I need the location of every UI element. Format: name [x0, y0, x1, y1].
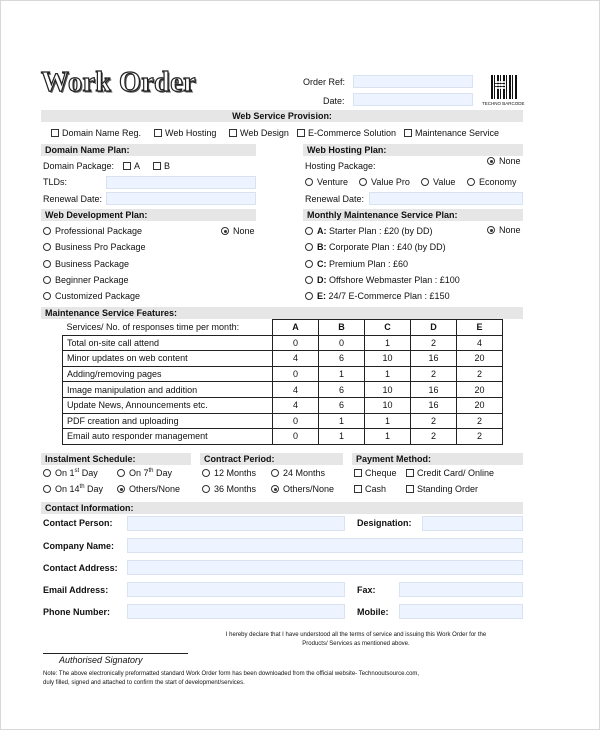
- feature-value-cell: 20: [457, 397, 503, 413]
- radio-selected-icon[interactable]: [271, 485, 279, 493]
- radio-icon[interactable]: [43, 260, 51, 268]
- maint-option-c[interactable]: C: Premium Plan : £60: [305, 259, 408, 269]
- mobile-input[interactable]: [399, 604, 523, 619]
- checkbox-icon[interactable]: [229, 129, 237, 137]
- hosting-option-value[interactable]: Value: [421, 177, 455, 187]
- feature-value-cell: 4: [273, 382, 319, 398]
- instalment-option-others[interactable]: Others/None: [117, 484, 180, 494]
- table-row: [63, 397, 503, 413]
- maintenance-plan-header: Monthly Maintenance Service Plan:: [303, 209, 523, 221]
- dev-option-customized[interactable]: Customized Package: [43, 291, 140, 301]
- date-label: Date:: [323, 96, 345, 106]
- table-row: [63, 429, 503, 445]
- radio-icon[interactable]: [305, 292, 313, 300]
- email-address-label: Email Address:: [43, 585, 109, 595]
- radio-icon[interactable]: [421, 178, 429, 186]
- feature-value-cell: 2: [457, 366, 503, 382]
- table-row: [63, 382, 503, 398]
- feature-value-cell: 6: [319, 397, 365, 413]
- dev-option-beginner[interactable]: Beginner Package: [43, 275, 129, 285]
- maint-option-e[interactable]: E: 24/7 E-Commerce Plan : £150: [305, 291, 450, 301]
- radio-icon[interactable]: [359, 178, 367, 186]
- radio-icon[interactable]: [202, 469, 210, 477]
- company-name-label: Company Name:: [43, 541, 115, 551]
- feature-label: Email auto responder management: [63, 429, 273, 445]
- hosting-renewal-label: Renewal Date:: [305, 194, 365, 204]
- feature-value-cell: 0: [273, 366, 319, 382]
- radio-selected-icon[interactable]: [117, 485, 125, 493]
- tlds-label: TLDs:: [43, 177, 68, 187]
- authorised-signatory-label: Authorised Signatory: [59, 655, 143, 665]
- fax-label: Fax:: [357, 585, 376, 595]
- contract-period-header: Contract Period:: [200, 453, 343, 465]
- feature-label: PDF creation and uploading: [63, 413, 273, 429]
- radio-icon[interactable]: [467, 178, 475, 186]
- feature-value-cell: 10: [365, 351, 411, 367]
- feature-value-cell: 0: [273, 429, 319, 445]
- feature-value-cell: 0: [273, 413, 319, 429]
- radio-icon[interactable]: [305, 243, 313, 251]
- checkbox-icon[interactable]: [354, 485, 362, 493]
- radio-icon[interactable]: [43, 227, 51, 235]
- feature-label: Adding/removing pages: [63, 366, 273, 382]
- dev-option-none[interactable]: None: [221, 226, 255, 236]
- column-header: C: [365, 320, 411, 336]
- contract-option-others[interactable]: Others/None: [271, 484, 334, 494]
- feature-value-cell: 6: [319, 382, 365, 398]
- radio-icon[interactable]: [117, 469, 125, 477]
- feature-value-cell: 1: [319, 413, 365, 429]
- feature-value-cell: 4: [273, 351, 319, 367]
- dev-option-business-pro[interactable]: Business Pro Package: [43, 242, 146, 252]
- instalment-option-7th[interactable]: On 7th Day: [117, 468, 172, 478]
- maintenance-features-table: [62, 319, 503, 445]
- checkbox-icon[interactable]: [297, 129, 305, 137]
- radio-icon[interactable]: [43, 469, 51, 477]
- payment-method-header: Payment Method:: [352, 453, 523, 465]
- radio-icon[interactable]: [202, 485, 210, 493]
- radio-selected-icon[interactable]: [221, 227, 229, 235]
- order-ref-input[interactable]: [353, 75, 473, 88]
- service-option-ecommerce[interactable]: E-Commerce Solution: [297, 128, 396, 138]
- feature-value-cell: 2: [411, 335, 457, 351]
- table-row: [63, 366, 503, 382]
- maint-option-a[interactable]: A: Starter Plan : £20 (by DD): [305, 226, 433, 236]
- contract-option-24[interactable]: 24 Months: [271, 468, 325, 478]
- phone-number-label: Phone Number:: [43, 607, 111, 617]
- feature-label: Update News, Announcements etc.: [63, 397, 273, 413]
- radio-icon[interactable]: [271, 469, 279, 477]
- radio-icon[interactable]: [43, 243, 51, 251]
- feature-value-cell: 10: [365, 382, 411, 398]
- feature-label: Total on-site call attend: [63, 335, 273, 351]
- radio-icon[interactable]: [43, 485, 51, 493]
- email-address-input[interactable]: [127, 582, 345, 597]
- service-option-design[interactable]: Web Design: [229, 128, 289, 138]
- radio-selected-icon[interactable]: [487, 226, 495, 234]
- features-header-label: Services/ No. of responses time per month:: [63, 320, 273, 336]
- contract-option-12[interactable]: 12 Months: [202, 468, 256, 478]
- feature-value-cell: 20: [457, 351, 503, 367]
- feature-value-cell: 2: [411, 429, 457, 445]
- feature-value-cell: 0: [273, 335, 319, 351]
- feature-value-cell: 6: [319, 351, 365, 367]
- hosting-package-label: Hosting Package:: [305, 161, 376, 171]
- contact-person-label: Contact Person:: [43, 518, 113, 528]
- checkbox-icon[interactable]: [406, 485, 414, 493]
- feature-value-cell: 2: [457, 429, 503, 445]
- note-text: Note: The above electronically preformatted standard Work Order form has been downloaded from the official website- Technooutsource.com, duly filled, signed and attached to confirm the start of development/services.: [43, 671, 420, 686]
- table-header-row: [63, 320, 503, 336]
- radio-icon[interactable]: [305, 260, 313, 268]
- contract-option-36[interactable]: 36 Months: [202, 484, 256, 494]
- payment-option-cash[interactable]: Cash: [354, 484, 386, 494]
- checkbox-icon[interactable]: [123, 162, 131, 170]
- radio-icon[interactable]: [43, 292, 51, 300]
- feature-value-cell: 16: [411, 382, 457, 398]
- payment-option-cheque[interactable]: Cheque: [354, 468, 397, 478]
- fax-input[interactable]: [399, 582, 523, 597]
- barcode-image: [491, 75, 517, 99]
- hosting-option-venture[interactable]: Venture: [305, 177, 348, 187]
- checkbox-icon[interactable]: [354, 469, 362, 477]
- domain-package-label: Domain Package:: [43, 161, 115, 171]
- date-input[interactable]: [353, 93, 473, 106]
- declaration-text: I hereby declare that I have understood all the terms of service and issuing this Work Order for the Products/ Services as mentioned above.: [225, 632, 487, 647]
- service-option-domain[interactable]: Domain Name Reg.: [51, 128, 141, 138]
- feature-value-cell: 0: [319, 335, 365, 351]
- web-hosting-plan-header: Web Hosting Plan:: [303, 144, 523, 156]
- feature-value-cell: 4: [457, 335, 503, 351]
- hosting-option-value-pro[interactable]: Value Pro: [359, 177, 410, 187]
- signature-line: [43, 653, 188, 654]
- feature-value-cell: 10: [365, 397, 411, 413]
- web-development-plan-header: Web Development Plan:: [41, 209, 256, 221]
- hosting-option-none[interactable]: None: [487, 156, 521, 166]
- dev-option-business[interactable]: Business Package: [43, 259, 129, 269]
- order-ref-label: Order Ref:: [303, 77, 346, 87]
- mobile-label: Mobile:: [357, 607, 389, 617]
- maint-option-b[interactable]: B: Corporate Plan : £40 (by DD): [305, 242, 446, 252]
- feature-value-cell: 1: [365, 429, 411, 445]
- contact-information-header: Contact Information:: [41, 502, 523, 514]
- domain-renewal-input[interactable]: [106, 192, 256, 205]
- instalment-option-1st[interactable]: On 1st Day: [43, 468, 98, 478]
- feature-value-cell: 16: [411, 397, 457, 413]
- instalment-option-14th[interactable]: On 14th Day: [43, 484, 103, 494]
- hosting-renewal-input[interactable]: [369, 192, 523, 205]
- payment-option-standing-order[interactable]: Standing Order: [406, 484, 478, 494]
- column-header: A: [273, 320, 319, 336]
- feature-value-cell: 20: [457, 382, 503, 398]
- feature-value-cell: 1: [319, 429, 365, 445]
- service-option-hosting[interactable]: Web Hosting: [154, 128, 216, 138]
- radio-icon[interactable]: [305, 227, 313, 235]
- table-row: [63, 351, 503, 367]
- feature-value-cell: 1: [365, 335, 411, 351]
- domain-name-plan-header: Domain Name Plan:: [41, 144, 256, 156]
- radio-icon[interactable]: [305, 276, 313, 284]
- checkbox-icon[interactable]: [406, 469, 414, 477]
- table-row: [63, 335, 503, 351]
- service-option-maintenance[interactable]: Maintenance Service: [404, 128, 499, 138]
- column-header: B: [319, 320, 365, 336]
- column-header: D: [411, 320, 457, 336]
- maint-option-none[interactable]: None: [487, 225, 521, 235]
- features-table-body: [63, 335, 503, 444]
- feature-value-cell: 16: [411, 351, 457, 367]
- feature-label: Image manipulation and addition: [63, 382, 273, 398]
- domain-option-a[interactable]: A: [123, 161, 140, 171]
- feature-value-cell: 2: [411, 366, 457, 382]
- checkbox-icon[interactable]: [154, 129, 162, 137]
- web-service-provision-header: Web Service Provision:: [41, 110, 523, 122]
- feature-value-cell: 4: [273, 397, 319, 413]
- dev-option-professional[interactable]: Professional Package: [43, 226, 142, 236]
- designation-input[interactable]: [422, 516, 523, 531]
- maint-option-d[interactable]: D: Offshore Webmaster Plan : £100: [305, 275, 460, 285]
- radio-icon[interactable]: [43, 276, 51, 284]
- radio-selected-icon[interactable]: [487, 157, 495, 165]
- domain-renewal-label: Renewal Date:: [43, 194, 103, 204]
- contact-address-label: Contact Address:: [43, 563, 118, 573]
- maintenance-features-header: Maintenance Service Features:: [41, 307, 523, 319]
- table-row: [63, 413, 503, 429]
- feature-value-cell: 1: [319, 366, 365, 382]
- feature-value-cell: 1: [365, 413, 411, 429]
- hosting-option-economy[interactable]: Economy: [467, 177, 517, 187]
- checkbox-icon[interactable]: [404, 129, 412, 137]
- radio-icon[interactable]: [305, 178, 313, 186]
- feature-value-cell: 2: [411, 413, 457, 429]
- phone-number-input[interactable]: [127, 604, 345, 619]
- company-name-input[interactable]: [127, 538, 523, 553]
- page-title: Work Order: [41, 67, 197, 98]
- domain-option-b[interactable]: B: [153, 161, 170, 171]
- payment-option-credit-card[interactable]: Credit Card/ Online: [406, 468, 494, 478]
- barcode-caption: TECHNO BARCODE: [482, 101, 525, 106]
- feature-value-cell: 2: [457, 413, 503, 429]
- feature-label: Minor updates on web content: [63, 351, 273, 367]
- column-header: E: [457, 320, 503, 336]
- checkbox-icon[interactable]: [51, 129, 59, 137]
- instalment-schedule-header: Instalment Schedule:: [41, 453, 191, 465]
- contact-address-input[interactable]: [127, 560, 523, 575]
- feature-value-cell: 1: [365, 366, 411, 382]
- tlds-input[interactable]: [106, 176, 256, 189]
- contact-person-input[interactable]: [127, 516, 345, 531]
- checkbox-icon[interactable]: [153, 162, 161, 170]
- designation-label: Designation:: [357, 518, 412, 528]
